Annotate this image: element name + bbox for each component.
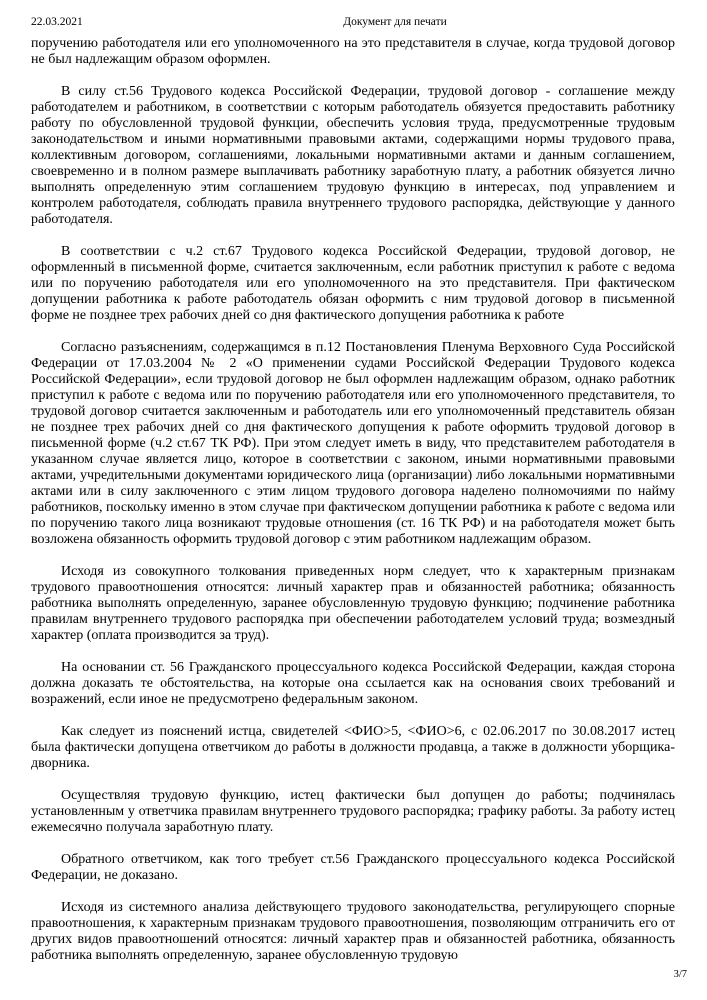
print-header [0,16,707,32]
paragraph: Как следует из пояснений истца, свидетелей <ФИО>5, <ФИО>6, с 02.06.2017 по 30.08.2017 истец была фактически допущена ответчиком до работы в должности продавца, а также в должности уборщика-дворника. [31,724,675,771]
document-body [31,36,675,980]
document-title: Документ для печати [343,16,447,28]
paragraph: В силу ст.56 Трудового кодекса Российской Федерации, трудовой договор - соглашение между работодателем и работником, в соответствии с которым работодатель обязуется предоставить работнику работу по обусловленной трудовой функции, обеспечить условия труда, предусмотренные трудовым законодательством и иными нормативными правовыми актами, содержащими нормы трудового права, коллективным договором, соглашениями, локальными нормативными актами и данным соглашением, своевременно и в полном размере выплачивать работнику заработную плату, а работник обязуется лично выполнять определенную этим соглашением трудовую функцию в интересах, под управлением и контролем работодателя, соблюдать правила внутреннего трудового распорядка, действующие у данного работодателя. [31,84,675,227]
paragraph: поручению работодателя или его уполномоченного на это представителя в случае, когда трудовой договор не был надлежащим образом оформлен. [31,36,675,67]
paragraph: В соответствии с ч.2 ст.67 Трудового кодекса Российской Федерации, трудовой договор, не оформленный в письменной форме, считается заключенным, если работник приступил к работе с ведома или по поручению работодателя или его уполномоченного на это представителя. При фактическом допущении работника к работе работодатель обязан оформить с ним трудовой договор в письменной форме не позднее трех рабочих дней со дня фактического допущения работника к работе [31,244,675,323]
paragraph: На основании ст. 56 Гражданского процессуального кодекса Российской Федерации, каждая сторона должна доказать те обстоятельства, на которые она ссылается как на основания своих требований и возражений, если иное не предусмотрено федеральным законом. [31,660,675,707]
paragraph: Обратного ответчиком, как того требует ст.56 Гражданского процессуального кодекса Российской Федерации, не доказано. [31,852,675,883]
paragraph: Исходя из системного анализа действующего трудового законодательства, регулирующего спорные правоотношения, к характерным признакам трудового правоотношения, позволяющим отграничить его от других видов правоотношений относятся: личный характер прав и обязанностей работника, обязанность работника выполнять определенную, заранее обусловленную трудовую [31,900,675,963]
header-date: 22.03.2021 [31,16,83,28]
paragraph: Согласно разъяснениям, содержащимся в п.12 Постановления Пленума Верховного Суда Российской Федерации от 17.03.2004 № 2 «О применении судами Российской Федерации Трудового кодекса Российской Федерации», если трудовой договор не был оформлен надлежащим образом, однако работник приступил к работе с ведома или по поручению работодателя или его уполномоченного представителя, то трудовой договор считается заключенным и работодатель или его уполномоченный представитель обязан не позднее трех рабочих дней со дня фактического допущения к работе оформить трудовой договор в письменной форме (ч.2 ст.67 ТК РФ). При этом следует иметь в виду, что представителем работодателя в указанном случае является лицо, которое в соответствии с законом, иными нормативными правовыми актами, учредительными документами юридического лица (организации) либо локальными нормативными актами или в силу заключенного с этим лицом трудового договора наделено полномочиями по найму работников, поскольку именно в этом случае при фактическом допущении работника к работе с ведома или по поручению такого лица возникают трудовые отношения (ст. 16 ТК РФ) и на работодателя может быть возложена обязанность оформить трудовой договор с этим работником надлежащим образом. [31,340,675,547]
paragraph: Исходя из совокупного толкования приведенных норм следует, что к характерным признакам трудового правоотношения относятся: личный характер прав и обязанностей работника; обязанность работника выполнять определенную, заранее обусловленную трудовую функцию; подчинение работника правилам внутреннего трудового распорядка при обеспечении работодателем условий труда; возмездный характер (оплата производится за труд). [31,564,675,643]
page-number: 3/7 [673,969,687,980]
paragraph: Осуществляя трудовую функцию, истец фактически был допущен до работы; подчинялась установленным у ответчика правилам внутреннего трудового распорядка; графику работы. За работу истец ежемесячно получала заработную плату. [31,788,675,835]
